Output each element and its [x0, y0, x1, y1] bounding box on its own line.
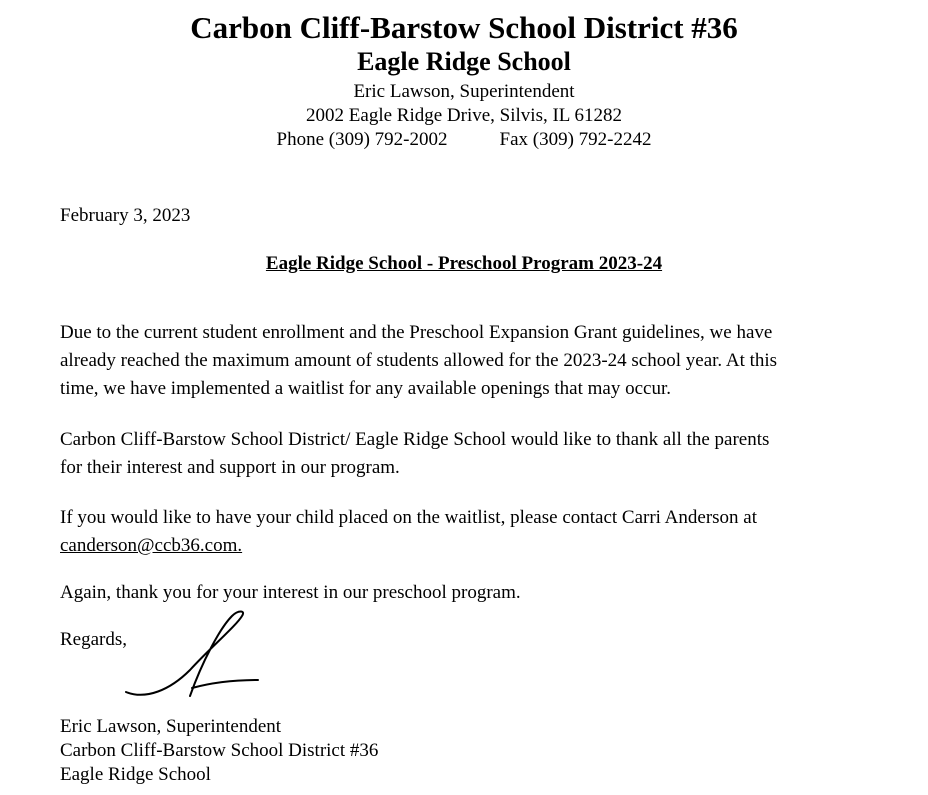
- paragraph-line: time, we have implemented a waitlist for any available openings that may occur.: [60, 378, 671, 399]
- signer-district: Carbon Cliff-Barstow School District #36: [60, 740, 379, 761]
- paragraph-closing: [60, 579, 880, 607]
- school-title: Eagle Ridge School: [357, 47, 571, 76]
- paragraph-line: Again, thank you for your interest in our preschool program.: [60, 582, 521, 603]
- phone-number: Phone (309) 792-2002: [276, 129, 448, 150]
- district-title: Carbon Cliff-Barstow School District #36: [190, 10, 738, 45]
- letterhead-superintendent: Eric Lawson, Superintendent: [353, 81, 575, 102]
- paragraph-enrollment: [60, 319, 880, 403]
- regards-text: Regards,: [60, 629, 128, 650]
- signer-name: Eric Lawson, Superintendent: [60, 716, 282, 737]
- paragraph-thanks: [60, 426, 880, 482]
- contact-email-link[interactable]: canderson@ccb36.com.: [60, 535, 243, 556]
- paragraph-line: If you would like to have your child placed on the waitlist, please contact Carri Anderson at: [60, 507, 757, 528]
- letterhead-contact: [0, 128, 928, 152]
- paragraph-line: already reached the maximum amount of students allowed for the 2023-24 school year. At this: [60, 350, 778, 371]
- fax-number: Fax (309) 792-2242: [499, 129, 652, 150]
- letterhead-address: 2002 Eagle Ridge Drive, Silvis, IL 61282: [306, 105, 622, 126]
- letter-date: February 3, 2023: [60, 205, 191, 226]
- paragraph-line: Carbon Cliff-Barstow School District/ Eagle Ridge School would like to thank all the parents: [60, 429, 770, 450]
- signature-image: [118, 608, 268, 703]
- paragraph-line: for their interest and support in our program.: [60, 457, 400, 478]
- paragraph-line: Due to the current student enrollment and the Preschool Expansion Grant guidelines, we have: [60, 322, 773, 343]
- paragraph-waitlist: [60, 504, 880, 560]
- signer-school: Eagle Ridge School: [60, 764, 211, 785]
- letter-subject: Eagle Ridge School - Preschool Program 2023-24: [265, 253, 663, 274]
